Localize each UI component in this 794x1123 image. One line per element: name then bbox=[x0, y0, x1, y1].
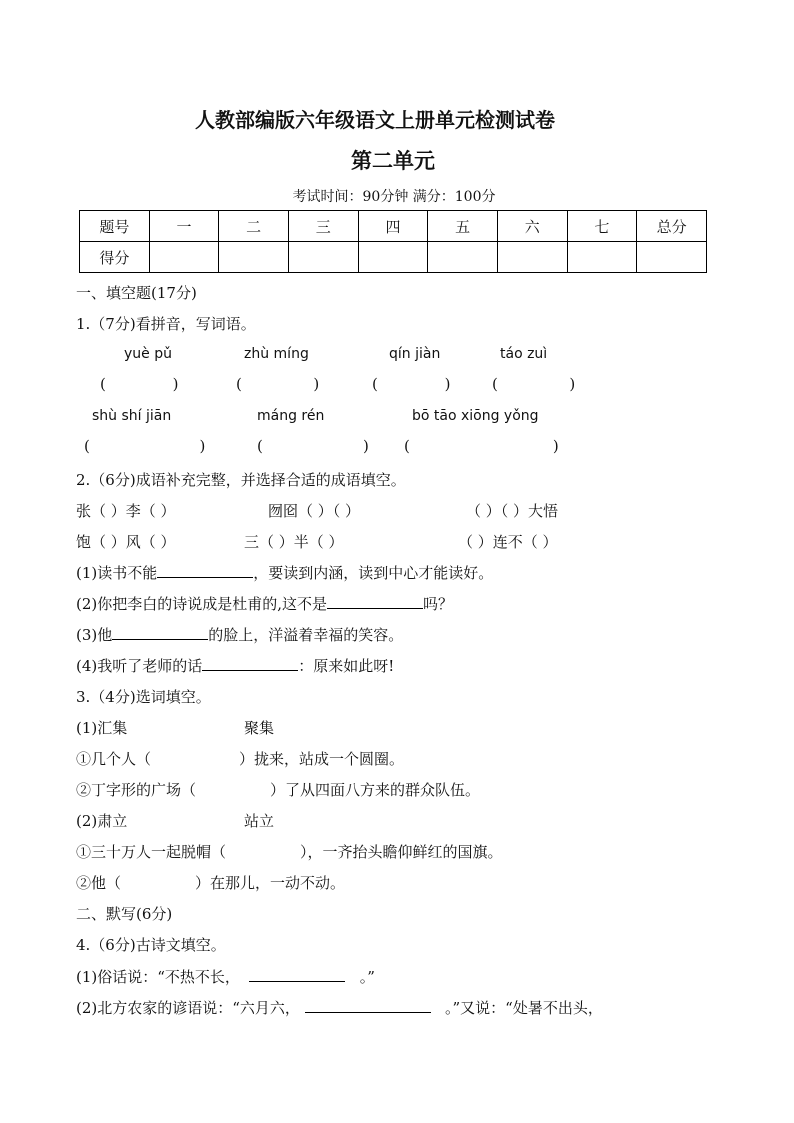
score-table-cell: 三 bbox=[288, 211, 358, 242]
score-table-cell: 总分 bbox=[637, 211, 707, 242]
sentence-text: ），一齐抬头瞻仰鲜红的国旗。 bbox=[300, 843, 503, 861]
score-table-cell: 题号 bbox=[80, 211, 150, 242]
pinyin-label: zhù míng bbox=[244, 346, 309, 362]
idiom-item: 三（ ）半（ ） bbox=[244, 533, 344, 551]
pinyin-label: shù shí jiān bbox=[92, 408, 172, 424]
sentence-text: ①几个人（ bbox=[76, 750, 152, 768]
score-input-cell[interactable] bbox=[358, 242, 428, 273]
idiom-item: 张（ ）李（ ） bbox=[76, 502, 176, 520]
idiom-item: （ ）（ ）大悟 bbox=[466, 502, 559, 520]
pinyin-label: táo zuì bbox=[500, 346, 548, 362]
fill-sentence bbox=[76, 872, 345, 893]
sentence-text: ②丁字形的广场（ bbox=[76, 781, 197, 799]
pinyin-label: máng rén bbox=[257, 408, 325, 424]
score-table-score-row bbox=[80, 242, 707, 273]
unit-subtitle: 第二单元 bbox=[351, 148, 435, 173]
score-table-cell: 六 bbox=[497, 211, 567, 242]
section-heading: 二、默写(6分) bbox=[76, 905, 173, 923]
score-table-cell: 一 bbox=[149, 211, 219, 242]
idiom-item: 饱（ ）风（ ） bbox=[76, 533, 176, 551]
idiom-item: （ ）连不（ ） bbox=[458, 533, 558, 551]
fill-sentence bbox=[76, 997, 603, 1018]
fill-sentence bbox=[76, 593, 453, 614]
score-table-cell: 五 bbox=[428, 211, 498, 242]
answer-blank[interactable]: ( ) bbox=[236, 375, 320, 393]
sentence-text: ①三十万人一起脱帽（ bbox=[76, 843, 227, 861]
answer-blank[interactable]: ( ) bbox=[372, 375, 451, 393]
fill-sentence bbox=[76, 748, 404, 769]
score-input-cell[interactable] bbox=[567, 242, 637, 273]
sentence-text: 吗？ bbox=[423, 595, 454, 613]
answer-blank[interactable] bbox=[112, 625, 208, 640]
answer-blank[interactable] bbox=[327, 594, 423, 609]
score-input-cell[interactable] bbox=[288, 242, 358, 273]
sentence-text: ）在那儿，一动不动。 bbox=[195, 874, 346, 892]
question-prompt: 3.（4分)选词填空。 bbox=[76, 688, 211, 706]
score-input-cell[interactable] bbox=[219, 242, 289, 273]
answer-blank[interactable]: ( ) bbox=[257, 437, 369, 455]
fill-sentence bbox=[76, 966, 375, 987]
word-option: 聚集 bbox=[244, 719, 275, 737]
question-prompt: 4.（6分)古诗文填空。 bbox=[76, 936, 226, 954]
score-table-cell: 七 bbox=[567, 211, 637, 242]
score-table-cell: 得分 bbox=[80, 242, 150, 273]
answer-blank[interactable] bbox=[305, 998, 431, 1013]
answer-blank[interactable]: ( ) bbox=[404, 437, 559, 455]
score-table-cell: 四 bbox=[358, 211, 428, 242]
score-input-cell[interactable] bbox=[428, 242, 498, 273]
sentence-text: (2)北方农家的谚语说：“六月六， bbox=[76, 999, 300, 1017]
sentence-text: (4)我听了老师的话 bbox=[76, 657, 203, 675]
pinyin-label: qín jiàn bbox=[389, 346, 441, 362]
word-option: (2)肃立 bbox=[76, 812, 128, 830]
question-prompt: 1.（7分)看拼音，写词语。 bbox=[76, 315, 256, 333]
pinyin-label: yuè pǔ bbox=[124, 346, 172, 362]
sentence-text: 。” bbox=[359, 968, 375, 986]
sentence-text: ，要读到内涵，读到中心才能读好。 bbox=[253, 564, 494, 582]
question-prompt: 2.（6分)成语补充完整，并选择合适的成语填空。 bbox=[76, 471, 406, 489]
sentence-text: (3)他 bbox=[76, 626, 113, 644]
pinyin-label: bō tāo xiōng yǒng bbox=[412, 408, 539, 424]
answer-blank[interactable]: ( ) bbox=[492, 375, 576, 393]
answer-blank[interactable] bbox=[202, 656, 298, 671]
sentence-text: (1)读书不能 bbox=[76, 564, 158, 582]
exam-title: 人教部编版六年级语文上册单元检测试卷 bbox=[195, 108, 555, 132]
fill-sentence bbox=[76, 841, 503, 862]
fill-sentence bbox=[76, 624, 403, 645]
sentence-text: ②他（ bbox=[76, 874, 122, 892]
sentence-text: (1)俗话说：“不热不长， bbox=[76, 968, 240, 986]
score-input-cell[interactable] bbox=[497, 242, 567, 273]
score-table bbox=[79, 210, 707, 273]
answer-blank[interactable]: ( ) bbox=[84, 437, 206, 455]
fill-sentence bbox=[76, 779, 480, 800]
word-option: 站立 bbox=[244, 812, 275, 830]
sentence-text: 的脸上，洋溢着幸福的笑容。 bbox=[208, 626, 404, 644]
score-table-cell: 二 bbox=[219, 211, 289, 242]
answer-blank[interactable] bbox=[249, 967, 345, 982]
answer-blank[interactable]: ( ) bbox=[100, 375, 179, 393]
sentence-text: ：原来如此呀! bbox=[298, 657, 395, 675]
score-input-cell[interactable] bbox=[149, 242, 219, 273]
idiom-item: 囫囵（ ）（ ） bbox=[268, 502, 361, 520]
section-heading: 一、填空题(17分) bbox=[76, 284, 197, 302]
score-table-header-row bbox=[80, 211, 707, 242]
sentence-text: (2)你把李白的诗说成是杜甫的,这不是 bbox=[76, 595, 328, 613]
fill-sentence bbox=[76, 562, 493, 583]
answer-blank[interactable] bbox=[157, 563, 253, 578]
exam-info: 考试时间：90分钟 满分：100分 bbox=[292, 189, 496, 205]
sentence-text: ）拢来，站成一个圆圈。 bbox=[239, 750, 405, 768]
score-input-cell[interactable] bbox=[637, 242, 707, 273]
sentence-text: 。”又说：“处暑不出头， bbox=[445, 999, 603, 1017]
fill-sentence bbox=[76, 655, 394, 676]
sentence-text: ）了从四面八方来的群众队伍。 bbox=[270, 781, 481, 799]
word-option: (1)汇集 bbox=[76, 719, 128, 737]
